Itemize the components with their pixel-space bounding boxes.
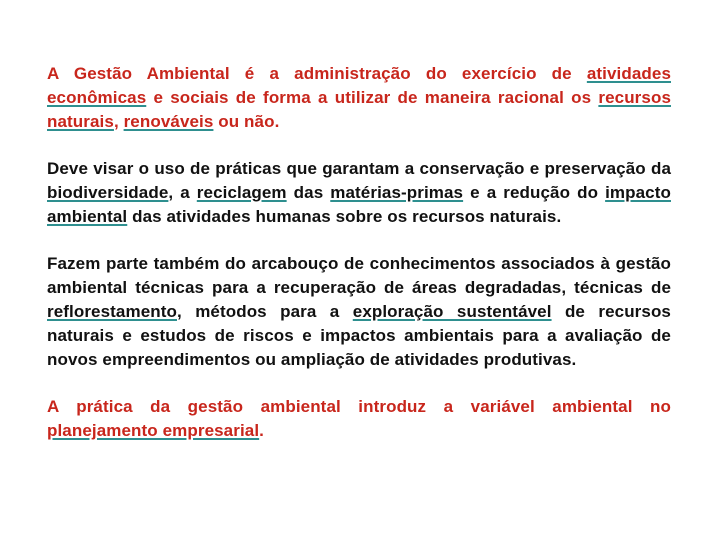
text-segment: , a	[168, 183, 197, 202]
hyperlink[interactable]: reflorestamento	[47, 302, 177, 321]
paragraph-practice	[47, 395, 671, 443]
text-segment: de recursos naturais e estudos de riscos e impactos ambientais para a avaliação de novos empreendimentos ou ampliação de atividades produtivas.	[47, 302, 671, 369]
text-segment: A prática da gestão ambiental introduz a variável ambiental no	[47, 397, 671, 416]
paragraph-definition	[47, 62, 671, 134]
text-segment: ou não.	[213, 112, 280, 131]
text-segment: e sociais de forma a utilizar de maneira racional os	[146, 88, 599, 107]
text-segment: e a redução do	[463, 183, 606, 202]
hyperlink[interactable]: recursos naturais	[47, 88, 671, 131]
hyperlink[interactable]: renováveis	[123, 112, 214, 131]
text-segment: das atividades humanas sobre os recursos naturais.	[127, 207, 562, 226]
hyperlink[interactable]: exploração sustentável	[352, 302, 552, 321]
text-segment: , métodos para a	[176, 302, 353, 321]
hyperlink[interactable]: planejamento empresarial	[47, 421, 260, 440]
hyperlink[interactable]: biodiversidade	[47, 183, 169, 202]
text-segment: ,	[113, 112, 124, 131]
hyperlink[interactable]: impacto ambiental	[47, 183, 671, 226]
text-segment: .	[259, 421, 264, 440]
text-segment: das	[286, 183, 331, 202]
text-segment: Deve visar o uso de práticas que garantam a conservação e preservação da	[47, 159, 671, 178]
slide-body	[47, 62, 671, 466]
hyperlink[interactable]: reciclagem	[196, 183, 287, 202]
paragraph-objectives	[47, 157, 671, 229]
paragraph-knowledge	[47, 252, 671, 372]
text-segment: Fazem parte também do arcabouço de conhecimentos associados à gestão ambiental técnicas para a recuperação de áreas degradadas, técnicas de	[47, 254, 671, 297]
hyperlink[interactable]: atividades econômicas	[47, 64, 671, 107]
text-segment: A Gestão Ambiental é a administração do exercício de	[47, 64, 587, 83]
hyperlink[interactable]: matérias-primas	[330, 183, 464, 202]
